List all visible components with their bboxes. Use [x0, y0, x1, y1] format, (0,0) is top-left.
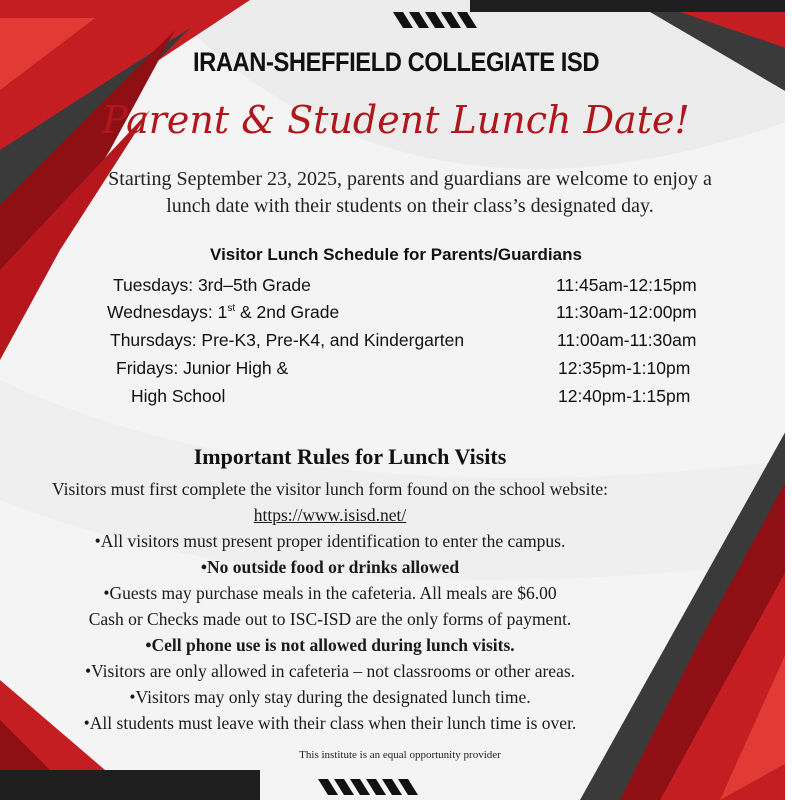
rule-item: •No outside food or drinks allowed	[200, 557, 460, 577]
rule-item: •Guests may purchase meals in the cafeteria. All meals are $6.00	[103, 583, 557, 603]
rule-item: •All visitors must present proper identification to enter the campus.	[94, 531, 566, 551]
schedule-row-label-suffix: & 2nd Grade	[235, 302, 340, 322]
schedule-row-label	[107, 302, 339, 328]
rule-form-line: Visitors must first complete the visitor lunch form found on the school website:	[52, 479, 608, 499]
schedule-row-label-prefix: Wednesdays: 1	[107, 302, 228, 322]
schedule-heading: Visitor Lunch Schedule for Parents/Guardians	[210, 245, 582, 264]
rule-item: •All students must leave with their class when their lunch time is over.	[83, 713, 577, 733]
school-name: IRAAN-SHEFFIELD COLLEGIATE ISD	[192, 47, 600, 77]
website-link[interactable]: https://www.isisd.net/	[253, 505, 407, 525]
schedule-row-label: Thursdays: Pre-K3, Pre-K4, and Kindergarten	[110, 330, 465, 350]
rule-item: Cash or Checks made out to ISC-ISD are the only forms of payment.	[88, 609, 572, 629]
website-link-row	[0, 505, 660, 526]
rule-item: •Cell phone use is not allowed during lunch visits.	[145, 635, 515, 655]
schedule-row-time: 11:45am-12:15pm	[556, 275, 697, 295]
schedule-row-label: High School	[131, 386, 226, 406]
equal-opportunity-note: This institute is an equal opportunity provider	[299, 749, 501, 761]
ordinal-suffix: st	[227, 303, 236, 315]
rule-item: •Visitors are only allowed in cafeteria – not classrooms or other areas.	[84, 661, 576, 681]
schedule-row-time: 11:30am-12:00pm	[556, 302, 697, 322]
schedule-row-label: Fridays: Junior High &	[116, 358, 289, 378]
schedule-row-time: 11:00am-11:30am	[557, 330, 697, 350]
rules-heading: Important Rules for Lunch Visits	[193, 444, 507, 469]
intro-paragraph: Starting September 23, 2025, parents and guardians are welcome to enjoy a lunch date with their students on their class’s designated day.	[108, 168, 712, 217]
schedule-row-label: Tuesdays: 3rd–5th Grade	[113, 275, 311, 295]
schedule-row-time: 12:40pm-1:15pm	[558, 386, 691, 406]
schedule-row-time: 12:35pm-1:10pm	[558, 358, 691, 378]
event-title: Parent & Student Lunch Date!	[102, 98, 690, 142]
rule-item: •Visitors may only stay during the designated lunch time.	[129, 687, 531, 707]
